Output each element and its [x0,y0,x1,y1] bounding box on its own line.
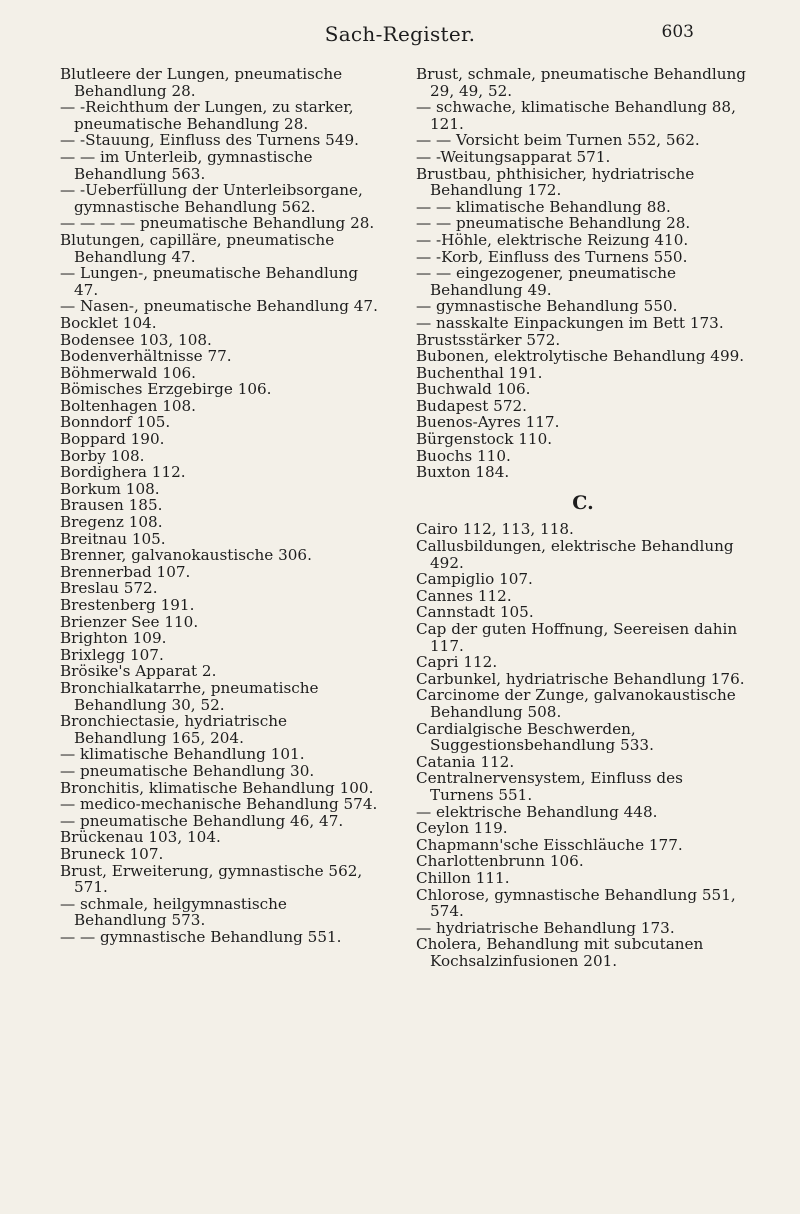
index-entry: — — klimatische Behandlung 88. [416,197,671,216]
index-entry: Blutungen, capilläre, pneumatische Behandlung 47. [60,230,340,266]
index-entry: — -Höhle, elektrische Reizung 410. [416,230,689,249]
index-entry: Carcinome der Zunge, galvanokaustische Behandlung 508. [416,686,741,721]
index-entry: Bronchiectasie, hydriatrische Behandlung 165, 204. [60,712,292,747]
index-entry: Breslau 572. [60,579,158,598]
index-entry: Budapest 572. [416,396,527,415]
index-entry: Brenner, galvanokaustische 306. [60,546,312,565]
right-column-c-entries [416,521,750,969]
index-entry: — — gymnastische Behandlung 551. [60,927,342,946]
index-entry: Boppard 190. [60,430,165,449]
index-entry: Brausen 185. [60,496,163,515]
index-entry: — Nasen-, pneumatische Behandlung 47. [60,297,378,316]
index-entry: Bregenz 108. [60,513,163,532]
index-entry: Bronchialkatarrhe, pneumatische Behandlung 30, 52. [60,678,324,714]
index-entry: Cairo 112, 113, 118. [416,520,574,539]
index-entry: Ceylon 119. [416,819,508,838]
page-number: 603 [661,22,694,42]
index-entry: Bonndorf 105. [60,413,171,432]
index-entry: — elektrische Behandlung 448. [416,802,658,821]
index-entry: Cholera, Behandlung mit subcutanen Kochsalzinfusionen 201. [416,935,709,970]
page-header [0,22,800,52]
index-entry: — — Vorsicht beim Turnen 552, 562. [416,131,700,150]
index-entry: Cannes 112. [416,586,512,605]
index-entry: Brust, Erweiterung, gymnastische 562, 571. [60,861,368,897]
index-entry: Brustsstärker 572. [416,330,561,349]
index-entry: — — pneumatische Behandlung 28. [416,214,691,233]
right-column [416,66,750,969]
index-entry: — -Weitungsapparat 571. [416,147,611,166]
index-entry: Bronchitis, klimatische Behandlung 100. [60,778,374,797]
index-entry: Callusbildungen, elektrische Behandlung 492. [416,537,739,572]
index-entry: Cardialgische Beschwerden, Suggestionsbehandlung 533. [416,719,654,755]
index-entry: Buxton 184. [416,463,510,482]
section-letter-c: C. [572,491,594,514]
index-entry: Brennerbad 107. [60,562,191,581]
index-entry: — — eingezogener, pneumatische Behandlung 49. [416,264,681,299]
index-entry: Bruneck 107. [60,844,164,863]
index-entry: Buchwald 106. [416,380,531,399]
index-entry: Breitnau 105. [60,529,166,548]
index-entry: Capri 112. [416,653,498,672]
index-entry: — gymnastische Behandlung 550. [416,297,678,316]
index-entry: — -Ueberfüllung der Unterleibsorgane, gymnastische Behandlung 562. [60,181,368,216]
index-entry: Catania 112. [416,752,515,771]
index-entry: Borkum 108. [60,479,160,498]
left-column [60,66,382,945]
index-entry: Brückenau 103, 104. [60,828,221,847]
index-entry: Brestenberg 191. [60,596,195,614]
index-entry: Brust, schmale, pneumatische Behandlung 29, 49, 52. [416,65,751,100]
index-entry: Centralnervensystem, Einfluss des Turnens 551. [416,769,688,804]
index-entry: Bömisches Erzgebirge 106. [60,380,272,399]
index-entry: Bürgenstock 110. [416,430,553,449]
index-entry: — schmale, heilgymnastische Behandlung 573. [60,894,292,930]
index-entry: Brighton 109. [60,629,167,648]
index-entry: Chlorose, gymnastische Behandlung 551, 574. [416,885,741,921]
page-title: Sach-Register. [324,22,476,46]
index-entry: Böhmerwald 106. [60,363,197,382]
index-entry: — -Reichthum der Lungen, zu starker, pneumatische Behandlung 28. [60,98,359,133]
index-entry: Bordighera 112. [60,463,186,482]
index-entry: Brixlegg 107. [60,645,164,664]
index-entry: — pneumatische Behandlung 30. [60,761,315,780]
index-entry: — -Korb, Einfluss des Turnens 550. [416,247,688,266]
index-entry: Bodenverhältnisse 77. [60,347,232,366]
index-entry: — schwache, klimatische Behandlung 88, 121. [416,98,741,133]
index-entry: — hydriatrische Behandlung 173. [416,918,675,937]
index-entry: — nasskalte Einpackungen im Bett 173. [416,313,724,332]
index-entry: Bubonen, elektrolytische Behandlung 499. [416,347,745,366]
right-column-b-entries [416,66,750,481]
index-entry: Bodensee 103, 108. [60,330,212,349]
index-entry: Charlottenbrunn 106. [416,852,584,871]
index-entry: Campiglio 107. [416,570,533,589]
index-entry: — klimatische Behandlung 101. [60,745,305,764]
index-entry: Chillon 111. [416,868,510,887]
index-entry: Blutleere der Lungen, pneumatische Behandlung 28. [60,65,347,100]
index-entry: — Lungen-, pneumatische Behandlung 47. [60,264,363,299]
index-entry: Chapmann'sche Eisschläuche 177. [416,835,683,854]
index-entry: Brustbau, phthisicher, hydriatrische Behandlung 172. [416,164,700,200]
index-entry: — — im Unterleib, gymnastische Behandlung 563. [60,147,318,183]
index-entry: Cap der guten Hoffnung, Seereisen dahin 117. [416,620,743,655]
index-entry: Carbunkel, hydriatrische Behandlung 176. [416,669,745,688]
index-entry: Buenos-Ayres 117. [416,413,560,432]
index-entry: Brienzer See 110. [60,612,199,631]
index-entry: Cannstadt 105. [416,603,534,622]
index-entry: Buochs 110. [416,446,511,465]
index-entry: — pneumatische Behandlung 46, 47. [60,811,344,830]
index-entry: Brösike's Apparat 2. [60,662,217,681]
index-entry: Borby 108. [60,446,145,465]
index-entry: — medico-mechanische Behandlung 574. [60,795,378,814]
index-entry: Boltenhagen 108. [60,396,197,415]
index-entry: Bocklet 104. [60,313,157,332]
index-entry: — — — — pneumatische Behandlung 28. [60,214,375,233]
index-entry: Buchenthal 191. [416,363,543,382]
index-entry: — -Stauung, Einfluss des Turnens 549. [60,131,359,150]
